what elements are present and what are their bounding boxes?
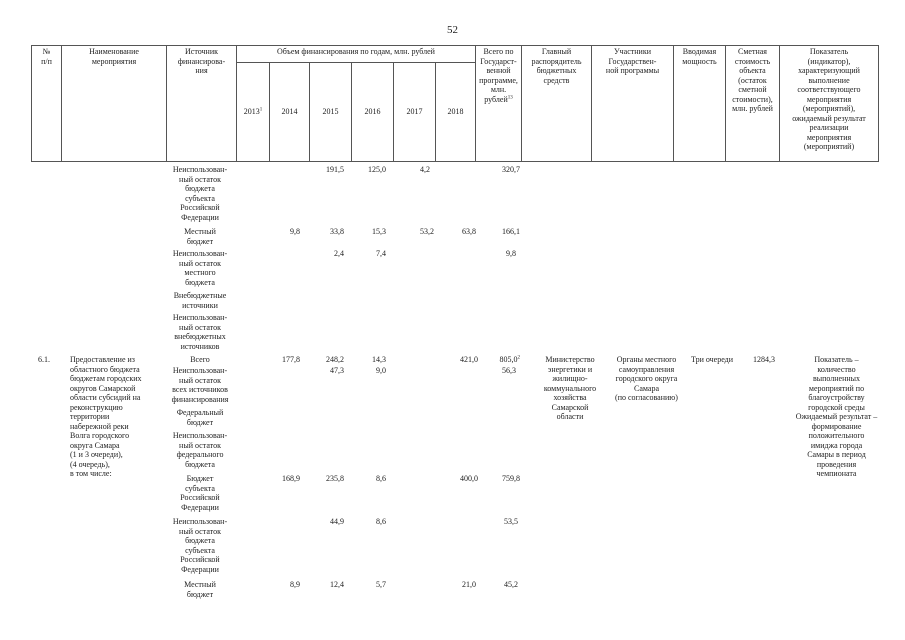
header-year-2013: 2013$^1$ — [237, 63, 270, 162]
item-participants: Органы местного самоуправления городского округа Самара (по согласованию) — [615, 355, 678, 402]
cell-value: 759,8 — [502, 474, 520, 483]
cell-value: 191,5 — [326, 165, 344, 174]
cell-value: 166,1 — [502, 227, 520, 236]
header-cost: Сметная стоимость объекта (остаток сметной стоимости), млн. рублей — [726, 46, 780, 162]
header-funding-group: Объем финансирования по годам, млн. рублей — [237, 46, 476, 63]
cell-value: 21,0 — [462, 580, 476, 589]
item-cost: 1284,3 — [753, 355, 775, 364]
cell-value: 177,8 — [282, 355, 300, 364]
cell-value: 8,9 — [290, 580, 300, 589]
item-name: Предоставление из областного бюджета бюджетам городских округов Самарской области субсидий на реконструкцию территории набережной реки Волга городского округа Самара (1 и 3 очереди), (4 очередь), в том числе: — [70, 355, 142, 478]
cell-value: 56,3 — [502, 366, 516, 375]
cell-value: 53,2 — [420, 227, 434, 236]
cell-value: 45,2 — [504, 580, 518, 589]
cell-value: 63,8 — [462, 227, 476, 236]
source-label: Местный бюджет — [184, 580, 216, 599]
source-label: Неиспользован- ный остаток местного бюджета — [172, 249, 228, 287]
cell-value: 4,2 — [420, 165, 430, 174]
cell-value: 12,4 — [330, 580, 344, 589]
cell-value: 15,3 — [372, 227, 386, 236]
source-label: Бюджет субъекта Российской Федерации — [180, 474, 220, 512]
cell-value: 9,0 — [376, 366, 386, 375]
cell-value: 33,8 — [330, 227, 344, 236]
cell-value: 320,7 — [502, 165, 520, 174]
cell-value: 8,6 — [376, 474, 386, 483]
cell-value: 805,0$^2$ — [499, 355, 520, 364]
header-year-2014: 2014 — [270, 63, 310, 162]
source-label: Неиспользован- ный остаток всех источников финансирования — [171, 366, 229, 404]
cell-value: 125,0 — [368, 165, 386, 174]
item-number: 6.1. — [38, 355, 50, 364]
source-label: Неиспользован- ный остаток бюджета субъекта Российской Федерации — [172, 165, 228, 222]
cell-value: 14,3 — [372, 355, 386, 364]
header-year-2018: 2018 — [436, 63, 476, 162]
cell-value: 400,0 — [460, 474, 478, 483]
cell-value: 53,5 — [504, 517, 518, 526]
source-label: Всего — [190, 355, 210, 364]
source-label: Внебюджетные источники — [173, 291, 227, 310]
header-year-2015: 2015 — [310, 63, 352, 162]
source-label: Местный бюджет — [184, 227, 216, 246]
cell-value: 44,9 — [330, 517, 344, 526]
cell-value: 5,7 — [376, 580, 386, 589]
source-label: Неиспользован- ный остаток бюджета субъекта Российской Федерации — [172, 517, 228, 574]
source-label: Неиспользован- ный остаток внебюджетных источников — [172, 313, 228, 351]
item-admin: Министерство энергетики и жилищно- коммунального хозяйства Самарской области — [543, 355, 597, 421]
header-name: Наименование мероприятия — [62, 46, 167, 162]
cell-value: 168,9 — [282, 474, 300, 483]
cell-value: 421,0 — [460, 355, 478, 364]
cell-value: 7,4 — [376, 249, 386, 258]
cell-value: 248,2 — [326, 355, 344, 364]
header-num: № п/п — [32, 46, 62, 162]
header-year-2017: 2017 — [394, 63, 436, 162]
cell-value: 8,6 — [376, 517, 386, 526]
cell-value: 9,8 — [290, 227, 300, 236]
item-indicator: Показатель – количество выполненных мероприятий по благоустройству городской среды Ожидаемый результат – формирование положительного имиджа города Самары в период проведения чемпионата — [795, 355, 878, 478]
item-capacity: Три очереди — [690, 355, 734, 364]
cell-value: 235,8 — [326, 474, 344, 483]
table-header — [31, 45, 879, 162]
cell-value: 47,3 — [330, 366, 344, 375]
header-total: Всего по Государст- венной программе, млн. рублей$^{13}$ — [476, 46, 522, 162]
cell-value: 9,8 — [506, 249, 516, 258]
header-source: Источник финансирова- ния — [167, 46, 237, 162]
header-indicator: Показатель (индикатор), характеризующий выполнение соответствующего мероприятия (мероприятий), ожидаемый результат реализации мероприятия (мероприятий) — [780, 46, 879, 162]
header-capacity: Вводимая мощность — [674, 46, 726, 162]
header-participants: Участники Государствен- ной программы — [592, 46, 674, 162]
header-admin: Главный распорядитель бюджетных средств — [522, 46, 592, 162]
page-number: 52 — [447, 24, 458, 36]
source-label: Федеральный бюджет — [176, 408, 224, 427]
cell-value: 2,4 — [334, 249, 344, 258]
source-label: Неиспользован- ный остаток федерального бюджета — [172, 431, 228, 469]
header-year-2016: 2016 — [352, 63, 394, 162]
